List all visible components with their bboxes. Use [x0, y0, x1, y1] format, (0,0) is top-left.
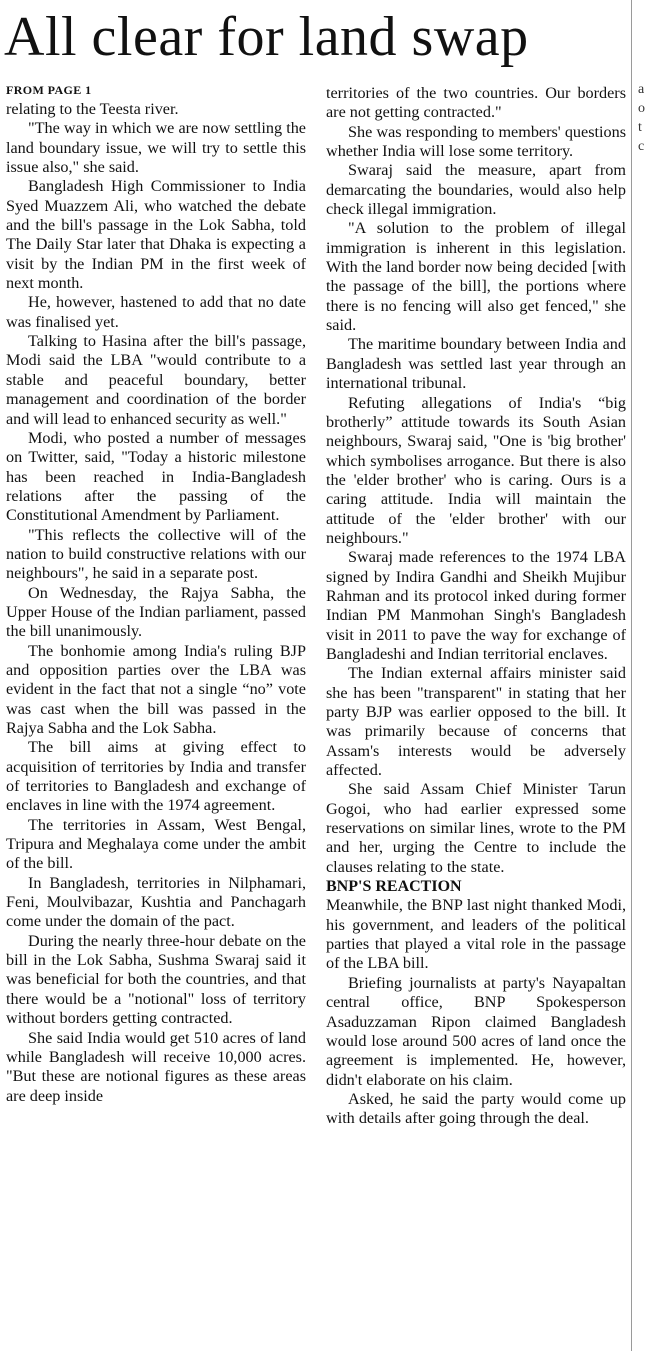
fragment-char: a [638, 82, 645, 97]
paragraph: The territories in Assam, West Bengal, Tripura and Meghalaya come under the ambit of the bill. [6, 815, 306, 873]
fragment-char: t [638, 120, 642, 135]
paragraph: He, however, hastened to add that no date was finalised yet. [6, 293, 306, 331]
paragraph: Bangladesh High Commissioner to India Syed Muazzem Ali, who watched the debate and the bill's passage in the Lok Sabha, told The Daily Star later that Dhaka is expecting a visit by the Indian PM in the first week of next month. [6, 177, 306, 293]
column-divider [631, 0, 632, 1351]
paragraph: "This reflects the collective will of the nation to build constructive relations with our neighbours", he said in a separate post. [6, 525, 306, 583]
paragraph: In Bangladesh, territories in Nilphamari, Feni, Moulvibazar, Kushtia and Panchagarh come under the domain of the pact. [6, 873, 306, 931]
paragraph: territories of the two countries. Our borders are not getting contracted." [326, 84, 626, 122]
paragraph: Asked, he said the party would come up with details after going through the deal. [326, 1089, 626, 1128]
paragraph: On Wednesday, the Rajya Sabha, the Upper House of the Indian parliament, passed the bill unanimously. [6, 583, 306, 641]
paragraph: The Indian external affairs minister said she has been "transparent" in stating that her party BJP was earlier opposed to the bill. It was primarily because of concerns that Assam's interests would be adversely affected. [326, 664, 626, 780]
paragraph: The maritime boundary between India and Bangladesh was settled last year through an international tribunal. [326, 335, 626, 393]
paragraph: relating to the Teesta river. [6, 100, 179, 118]
article-column-left [6, 82, 306, 1106]
paragraph: The bonhomie among India's ruling BJP and opposition parties over the LBA was evident in the fact that not a single “no” vote was cast when the bill was passed in the Rajya Sabha and the Lok Sabha. [6, 641, 306, 737]
paragraph: Meanwhile, the BNP last night thanked Modi, his government, and leaders of the political parties that played a vital role in the passage of the LBA bill. [326, 896, 626, 973]
paragraph: The bill aims at giving effect to acquisition of territories by India and transfer of territories to Bangladesh and exchange of enclaves in line with the 1974 agreement. [6, 738, 306, 815]
paragraph: Swaraj made references to the 1974 LBA signed by Indira Gandhi and Sheikh Mujibur Rahman and its protocol inked during former Indian PM Manmohan Singh's Bangladesh visit in 2011 to pave the way for exchange of Bangladeshi and Indian territorial enclaves. [326, 548, 626, 663]
adjacent-column-fragment [638, 0, 645, 1351]
paragraph: Swaraj said the measure, apart from demarcating the boundaries, would also help check illegal immigration. [326, 161, 626, 219]
paragraph: Briefing journalists at party's Nayapaltan central office, BNP Spokesperson Asaduzzaman Ripon claimed Bangladesh would lose around 500 acres of land once the agreement is implemented. He, however, didn't elaborate on his claim. [326, 973, 626, 1089]
paragraph: She was responding to members' questions whether India will lose some territory. [326, 122, 626, 161]
paragraph: "The way in which we are now settling the land boundary issue, we will try to settle this issue also," she said. [6, 119, 306, 177]
paragraph: She said Assam Chief Minister Tarun Gogoi, who had earlier expressed some reservations on similar lines, wrote to the PM and her, urging the Centre to include the clauses relating to the state. [326, 780, 626, 876]
paragraph: She said India would get 510 acres of land while Bangladesh will receive 10,000 acres. "But these are notional figures as these areas are deep inside [6, 1028, 306, 1105]
article-column-right [326, 84, 626, 1129]
fragment-char: c [638, 139, 645, 154]
paragraph: Talking to Hasina after the bill's passage, Modi said the LBA "would contribute to a stable and peaceful boundary, better management and coordination of the border and will lead to enhanced security as well." [6, 332, 306, 428]
paragraph: "A solution to the problem of illegal immigration is inherent in this legislation. With the land border now being decided [with the passage of the bill], the portions where there is no fencing will also get fenced," she said. [326, 219, 626, 335]
paragraph: During the nearly three-hour debate on the bill in the Lok Sabha, Sushma Swaraj said it was beneficial for both the countries, and that there would be a "notional" loss of territory without borders getting contracted. [6, 931, 306, 1028]
paragraph: Refuting allegations of India's “big brotherly” attitude towards its South Asian neighbours, Swaraj said, "One is 'big brother' which symbolises arrogance. But there is also the 'elder brother' who is caring. Ours is a caring attitude. India will maintain the attitude of the 'elder brother' with our neighbours." [326, 393, 626, 547]
fragment-char: o [638, 101, 645, 116]
headline: All clear for land swap [4, 6, 529, 68]
continued-from-label: FROM PAGE 1 [6, 83, 92, 97]
paragraph: Modi, who posted a number of messages on Twitter, said, "Today a historic milestone has been reached in India-Bangladesh relations after the passing of the Constitutional Amendment by Parliament. [6, 428, 306, 525]
section-subhead: BNP'S REACTION [326, 878, 462, 896]
